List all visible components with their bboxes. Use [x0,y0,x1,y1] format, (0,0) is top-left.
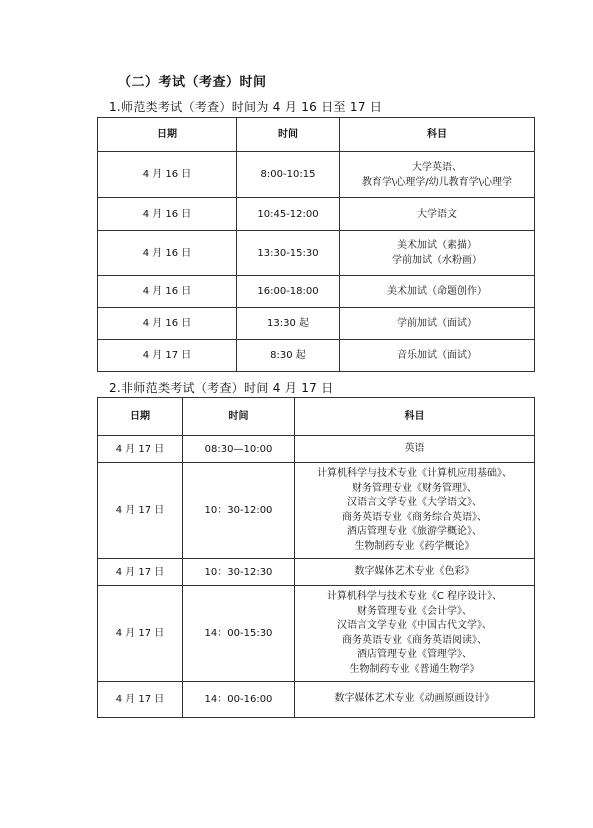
subject-line: 商务英语专业《商务英语阅读》、 [342,634,487,646]
time-cell: 10:45-12:00 [237,198,340,231]
time-cell: 13:30-15:30 [237,231,340,276]
table-header-row [98,118,535,152]
time-cell: 08:30—10:00 [183,436,295,463]
date-cell: 4 月 16 日 [98,152,237,198]
header-time: 时间 [237,118,340,152]
time-cell: 13:30 起 [237,308,340,340]
date-cell: 4 月 16 日 [98,231,237,276]
date-cell: 4 月 17 日 [98,682,183,718]
table-row [98,231,535,276]
subject-cell [340,308,535,340]
table-row [98,586,535,682]
time-cell: 16:00-18:00 [237,276,340,308]
part2-title: 2.非师范类考试（考查）时间 4 月 17 日 [109,381,334,395]
subject-line: 数字媒体艺术专业《动画原画设计》 [334,693,495,705]
subject-line: 商务英语专业《商务综合英语》、 [342,511,487,523]
table-row [98,340,535,372]
subject-line: 大学语文 [417,208,457,220]
subject-cell [295,586,535,682]
subject-line: 美术加试（素描） [397,240,477,251]
table-row [98,152,535,198]
subject-line: 计算机科学与技术专业《计算机应用基础》、 [317,468,512,479]
date-cell: 4 月 17 日 [98,436,183,463]
date-cell: 4 月 17 日 [98,559,183,586]
subject-line: 大学英语、 [412,161,462,173]
table-header-row [98,398,535,436]
table-row [98,682,535,718]
time-cell: 10：30-12:30 [183,559,295,586]
subject-cell [295,559,535,586]
subject-cell [340,276,535,308]
teacher-exam-schedule-table [97,117,535,372]
subject-line: 学前加试（水粉画） [392,255,482,266]
subject-line: 汉语言文学专业《中国古代文学》、 [337,620,492,631]
subject-line: 酒店管理专业《旅游学概论》、 [347,526,482,537]
subject-cell [340,231,535,276]
date-cell: 4 月 16 日 [98,276,237,308]
table-row [98,276,535,308]
table-row [98,559,535,586]
subject-cell [340,198,535,231]
subject-cell [340,340,535,372]
time-cell: 14：00-16:00 [183,682,295,718]
table-row [98,308,535,340]
date-cell: 4 月 17 日 [98,586,183,682]
subject-line: 酒店管理专业《管理学》、 [357,649,472,660]
header-time: 时间 [183,398,295,436]
table-row [98,463,535,559]
subject-line: 生物制药专业《药学概论》 [354,540,475,552]
time-cell: 8:30 起 [237,340,340,372]
date-cell: 4 月 16 日 [98,308,237,340]
subject-line: 财务管理专业《会计学》、 [357,605,472,617]
part1-title: 1.师范类考试（考查）时间为 4 月 16 日至 17 日 [109,100,383,114]
subject-line: 学前加试（面试） [397,318,477,329]
time-cell: 8:00-10:15 [237,152,340,198]
table-row [98,198,535,231]
non-teacher-exam-schedule-table [97,397,535,718]
subject-line: 汉语言文学专业《大学语文》、 [347,497,482,508]
date-cell: 4 月 17 日 [98,340,237,372]
subject-line: 教育学\心理学/幼儿教育学\心理学 [361,176,513,188]
time-cell: 14：00-15:30 [183,586,295,682]
header-date: 日期 [98,398,183,436]
subject-line: 财务管理专业《财务管理》、 [352,482,477,494]
subject-line: 生物制药专业《普通生物学》 [349,663,480,675]
date-cell: 4 月 16 日 [98,198,237,231]
subject-line: 英语 [404,442,425,454]
header-subject: 科目 [295,398,535,436]
subject-line: 数字媒体艺术专业《色彩》 [354,565,475,577]
table-row [98,436,535,463]
subject-cell [340,152,535,198]
section-title: （二）考试（考查）时间 [118,75,267,90]
subject-line: 音乐加试（面试） [397,350,477,361]
subject-cell [295,436,535,463]
subject-line: 计算机科学与技术专业《C 程序设计》、 [326,591,503,602]
header-subject: 科目 [340,118,535,152]
subject-cell [295,682,535,718]
subject-cell [295,463,535,559]
date-cell: 4 月 17 日 [98,463,183,559]
header-date: 日期 [98,118,237,152]
subject-line: 美术加试（命题创作） [387,286,487,297]
time-cell: 10：30-12:00 [183,463,295,559]
